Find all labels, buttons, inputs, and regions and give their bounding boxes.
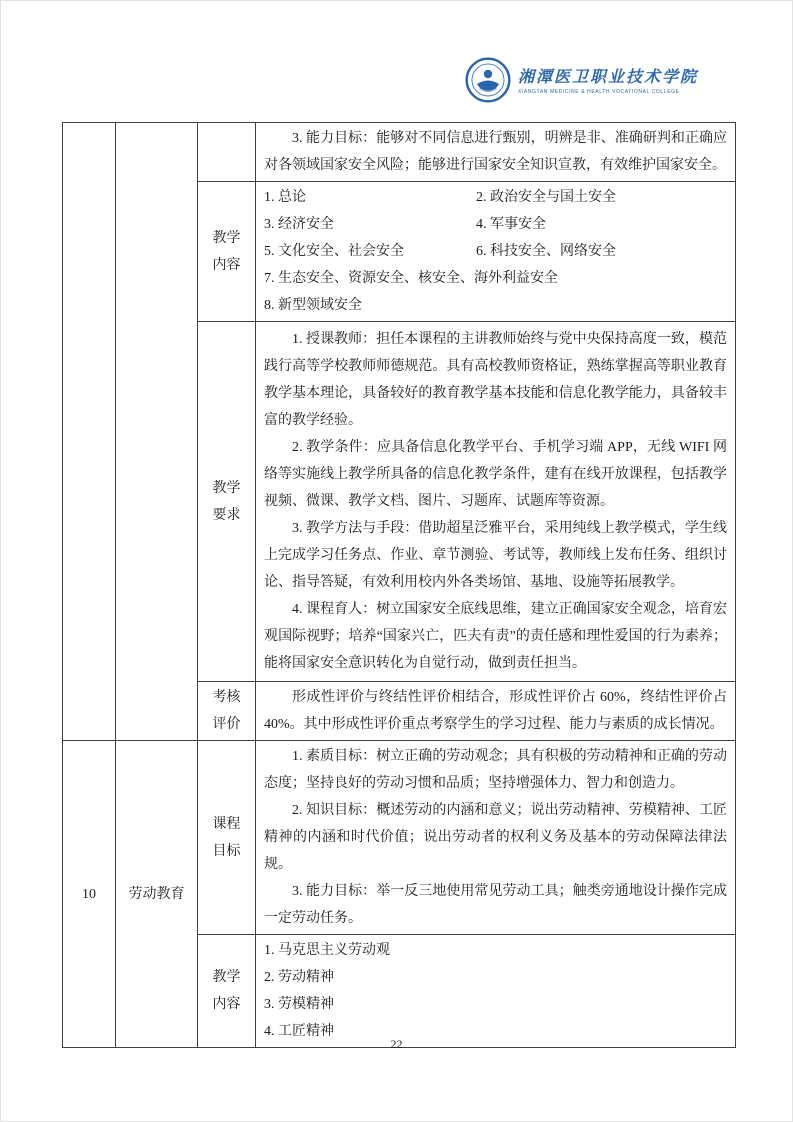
requirement-paragraph: 2. 教学条件：应具备信息化教学平台、手机学习端 APP，无线 WIFI 网络等实施线上教学所具备的信息化教学条件，建有在线开放课程，包括教学视频、微课、教学文档、图片、习题库、试题库等资源。 [264, 440, 727, 509]
content-item: 6. 科技安全、网络安全 [476, 244, 616, 259]
teaching-content-row [264, 211, 727, 238]
ability-goal-cell [256, 123, 736, 182]
labor-content-item: 3. 劳模精神 [264, 997, 334, 1012]
row-index-cell: 10 [63, 741, 116, 1048]
college-name-en: XIANGTAN MEDICINE & HEALTH VOCATIONAL COLLEGE [517, 89, 680, 96]
page-number: 22 [390, 1037, 403, 1051]
labor-content-label-line2: 内容 [212, 997, 241, 1012]
labor-content-label-line1: 教学 [212, 970, 241, 985]
assessment-label-line2: 评价 [212, 717, 241, 732]
teaching-content-label-line2: 内容 [212, 257, 241, 273]
labor-content-item: 4. 工匠精神 [264, 1024, 334, 1039]
requirement-paragraph: 4. 课程育人：树立国家安全底线思维，建立正确国家安全观念，培育宏观国际视野；培养“国家兴亡，匹夫有责”的责任感和理性爱国的行为素养；能将国家安全意识转化为自觉行动，做到责任担当。 [264, 602, 727, 671]
labor-content-cell [256, 935, 736, 1048]
college-name-zh: 湘潭医卫职业技术学院 [517, 69, 698, 87]
content-item: 2. 政治安全与国土安全 [476, 190, 616, 205]
content-item: 8. 新型领域安全 [264, 298, 362, 313]
college-emblem-icon [465, 57, 511, 108]
labor-content-item: 2. 劳动精神 [264, 970, 334, 985]
empty-section-label-cell [198, 123, 256, 182]
college-logo [465, 57, 698, 108]
course-table [62, 122, 736, 1048]
teaching-requirements-label-line2: 要求 [212, 507, 241, 523]
teaching-requirements-label-line1: 教学 [212, 480, 241, 496]
content-item: 1. 总论 [264, 190, 306, 205]
goal-paragraph: 1. 素质目标：树立正确的劳动观念；具有积极的劳动精神和正确的劳动态度；坚持良好的劳动习惯和品质；坚持增强体力、智力和创造力。 [264, 749, 727, 791]
requirement-paragraph: 1. 授课教师：担任本课程的主讲教师始终与党中央保持高度一致，模范践行高等学校教师师德规范。具有高校教师资格证，熟练掌握高等职业教育教学基本理论，具备较好的教育教学基本技能和信息化教学能力，具备较丰富的教学经验。 [264, 332, 727, 428]
labor-content-item: 1. 马克思主义劳动观 [264, 943, 390, 958]
empty-course-name-cell [116, 123, 198, 741]
ability-goal-text: 3. 能力目标：能够对不同信息进行甄别，明辨是非、准确研判和正确应对各领域国家安全风险；能够进行国家安全知识宣教，有效维护国家安全。 [264, 131, 727, 173]
assessment-label-line1: 考核 [212, 690, 241, 705]
empty-index-cell [63, 123, 116, 741]
course-goal-label-cell [198, 741, 256, 935]
teaching-requirements-cell [256, 322, 736, 682]
teaching-content-label-cell [198, 182, 256, 322]
course-goal-cell [256, 741, 736, 935]
labor-content-label-cell [198, 935, 256, 1048]
teaching-content-cell [256, 182, 736, 322]
content-item: 5. 文化安全、社会安全 [264, 244, 404, 259]
goal-paragraph: 3. 能力目标：举一反三地使用常见劳动工具；触类旁通地设计操作完成一定劳动任务。 [264, 884, 727, 926]
content-item: 3. 经济安全 [264, 217, 334, 232]
goal-paragraph: 2. 知识目标：概述劳动的内涵和意义；说出劳动精神、劳模精神、工匠精神的内涵和时代价值；说出劳动者的权利义务及基本的劳动保障法律法规。 [264, 803, 727, 872]
course-goal-label-line1: 课程 [212, 816, 241, 832]
teaching-content-row [264, 184, 727, 211]
teaching-content-label-line1: 教学 [212, 230, 241, 246]
content-item: 7. 生态安全、资源安全、核安全、海外利益安全 [264, 271, 558, 286]
teaching-content-row [264, 238, 727, 265]
college-logo-text [518, 69, 698, 95]
teaching-content-row [264, 292, 727, 319]
teaching-requirements-label-cell [198, 322, 256, 682]
requirement-paragraph: 3. 教学方法与手段：借助超星泛雅平台，采用纯线上教学模式，学生线上完成学习任务点、作业、章节测验、考试等，教师线上发布任务、组织讨论、指导答疑，有效利用校内外各类场馆、基地、设施等拓展教学。 [264, 521, 727, 590]
course-goal-label-line2: 目标 [212, 843, 241, 859]
assessment-text: 形成性评价与终结性评价相结合，形成性评价占 60%，终结性评价占 40%。其中形成性评价重点考察学生的学习过程、能力与素质的成长情况。 [264, 690, 727, 732]
teaching-content-row [264, 265, 727, 292]
table-row-course-goals [63, 741, 736, 935]
assessment-cell [256, 682, 736, 741]
course-name-cell: 劳动教育 [116, 741, 198, 1048]
assessment-label-cell [198, 682, 256, 741]
content-item: 4. 军事安全 [476, 217, 546, 232]
table-row-ability-goal [63, 123, 736, 182]
